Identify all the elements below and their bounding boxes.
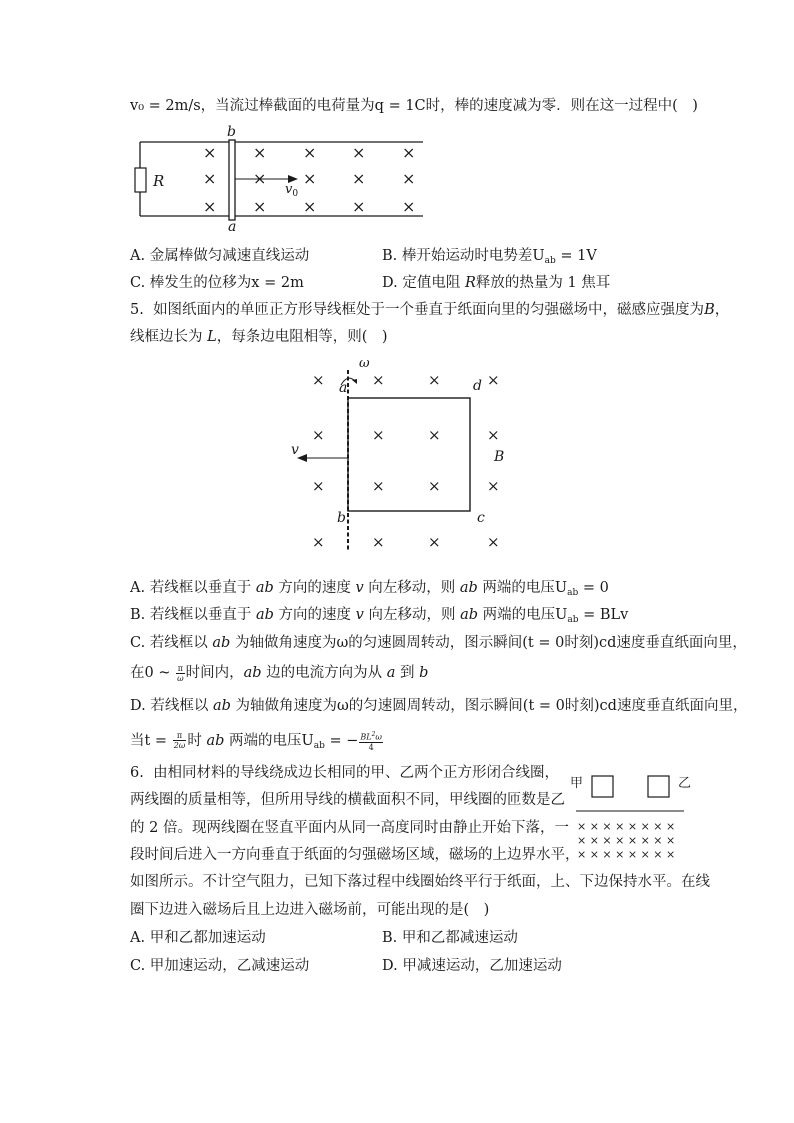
magnetic-field-crosses <box>577 820 675 861</box>
svg-text:×: × <box>203 197 217 216</box>
metal-rod <box>229 140 235 220</box>
svg-text:×: × <box>352 197 366 216</box>
rod-label-b: b <box>227 124 236 140</box>
coil-yi <box>648 776 669 797</box>
svg-text:×: × <box>372 477 385 495</box>
coil-yi-label: 乙 <box>678 776 692 791</box>
resistor-symbol <box>135 168 146 192</box>
q6-option-a[interactable]: A. 甲和乙都加速运动 <box>130 930 266 946</box>
svg-text:×: × <box>402 197 416 216</box>
svg-text:×: × <box>303 197 317 216</box>
svg-text:×: × <box>203 143 217 162</box>
svg-text:×: × <box>487 477 500 495</box>
resistor-label: R <box>153 172 165 190</box>
q4-option-a[interactable]: A. 金属棒做匀减速直线运动 <box>130 248 310 264</box>
q4-option-b[interactable]: B. 棒开始运动时电势差$U_{ab} = 1V$ <box>382 248 597 266</box>
svg-text:×: × <box>428 371 441 389</box>
svg-text:×: × <box>372 426 385 444</box>
q6-option-d[interactable]: D. 甲减速运动，乙加速运动 <box>382 958 562 974</box>
q6-stem-line2: 两线圈的质量相等，但所用导线的横截面积不同，甲线圈的匝数是乙 <box>130 792 565 808</box>
q6-option-b[interactable]: B. 甲和乙都减速运动 <box>382 930 518 946</box>
q6-stem-line3: 的 2 倍。现两线圈在竖直平面内从同一高度同时由静止开始下落，一 <box>130 820 569 836</box>
coil-jia <box>592 776 613 797</box>
q5-loop-figure <box>285 350 515 555</box>
svg-text:×: × <box>487 426 500 444</box>
svg-text:×: × <box>428 426 441 444</box>
q6-stem-line6: 圈下边进入磁场后且上边进入磁场前，可能出现的是( ) <box>130 902 490 918</box>
corner-b: b <box>337 510 346 526</box>
svg-text:×: × <box>253 169 267 188</box>
q6-stem-line1: 6. 由相同材料的导线绕成边长相同的甲、乙两个正方形闭合线圈， <box>130 765 560 781</box>
q5-option-c[interactable]: C. 若线框以 ab 为轴做角速度为ω的匀速圆周转动，图示瞬间(t = 0时刻)cd速度垂直纸面向里， <box>130 635 747 651</box>
svg-text:×: × <box>312 533 325 551</box>
omega-label: ω <box>359 356 370 371</box>
q5-option-c-line2: 在0 ~ $\frac{\pi}{\omega}$ 时间内，ab 边的电流方向为从 a 到 b <box>130 663 429 683</box>
svg-text:× × × × × × × ×: × × × × × × × × <box>577 820 676 833</box>
q5-stem-line2: 线框边长为 L，每条边电阻相等，则( ) <box>130 329 388 345</box>
svg-text:×: × <box>402 143 416 162</box>
q6-stem-line4: 段时间后进入一方向垂直于纸面的匀强磁场区域，磁场的上边界水平， <box>130 847 580 863</box>
svg-text:×: × <box>352 143 366 162</box>
q4-stem: v₀ = 2m/s，当流过棒截面的电荷量为q = 1C时，棒的速度减为零．则在这一过程中( ) <box>130 98 698 114</box>
square-loop <box>348 398 470 511</box>
q5-option-d[interactable]: D. 若线框以 ab 为轴做角速度为ω的匀速圆周转动，图示瞬间(t = 0时刻)cd速度垂直纸面向里， <box>130 698 748 714</box>
svg-text:×: × <box>487 533 500 551</box>
q5-option-d-line2: 当t = $\frac{\pi}{2\omega}$ 时 ab 两端的电压$U_{ab}$ = − $\frac{BL^2\omega}{4}$ <box>130 731 382 752</box>
svg-text:× × × × × × × ×: × × × × × × × × <box>577 848 676 861</box>
svg-text:×: × <box>428 477 441 495</box>
q6-option-c[interactable]: C. 甲加速运动，乙减速运动 <box>130 958 310 974</box>
velocity-arrow <box>297 454 348 462</box>
rod-label-a: a <box>228 219 237 235</box>
svg-text:×: × <box>303 143 317 162</box>
svg-text:×: × <box>203 169 217 188</box>
q5-stem-line1: 5. 如图纸面内的单匝正方形导线框处于一个垂直于纸面向里的匀强磁场中，磁感应强度为B， <box>130 302 730 318</box>
svg-text:×: × <box>487 371 500 389</box>
q6-stem-line5: 如图所示。不计空气阻力，已知下落过程中线圈始终平行于纸面，上、下边保持水平。在线 <box>130 874 710 890</box>
coil-jia-label: 甲 <box>570 776 584 791</box>
q5-option-a[interactable]: A. 若线框以垂直于 ab 方向的速度 v 向左移动，则 ab 两端的电压$U_{ab} = 0$ <box>130 580 609 598</box>
svg-text:×: × <box>303 169 317 188</box>
velocity-label: $v_0$ <box>285 182 299 199</box>
q5-option-b[interactable]: B. 若线框以垂直于 ab 方向的速度 v 向左移动，则 ab 两端的电压$U_{ab}$ = BLv <box>130 607 629 625</box>
svg-text:×: × <box>428 533 441 551</box>
q4-rail-figure <box>130 124 430 235</box>
svg-text:×: × <box>312 371 325 389</box>
velocity-label: v <box>291 442 299 458</box>
svg-text:×: × <box>372 533 385 551</box>
svg-text:×: × <box>253 143 267 162</box>
q4-option-d[interactable]: D. 定值电阻 R释放的热量为 1 焦耳 <box>382 275 611 291</box>
corner-c: c <box>477 510 485 526</box>
svg-text:×: × <box>372 371 385 389</box>
svg-text:×: × <box>402 169 416 188</box>
svg-text:× × × × × × × ×: × × × × × × × × <box>577 834 676 847</box>
corner-d: d <box>473 378 482 394</box>
svg-text:×: × <box>352 169 366 188</box>
q6-coil-figure <box>566 768 696 868</box>
field-label-B: B <box>494 449 505 465</box>
svg-text:×: × <box>312 426 325 444</box>
svg-text:×: × <box>253 197 267 216</box>
q4-option-c[interactable]: C. 棒发生的位移为x = 2m <box>130 275 304 291</box>
corner-a: a <box>339 380 348 396</box>
svg-text:×: × <box>312 477 325 495</box>
